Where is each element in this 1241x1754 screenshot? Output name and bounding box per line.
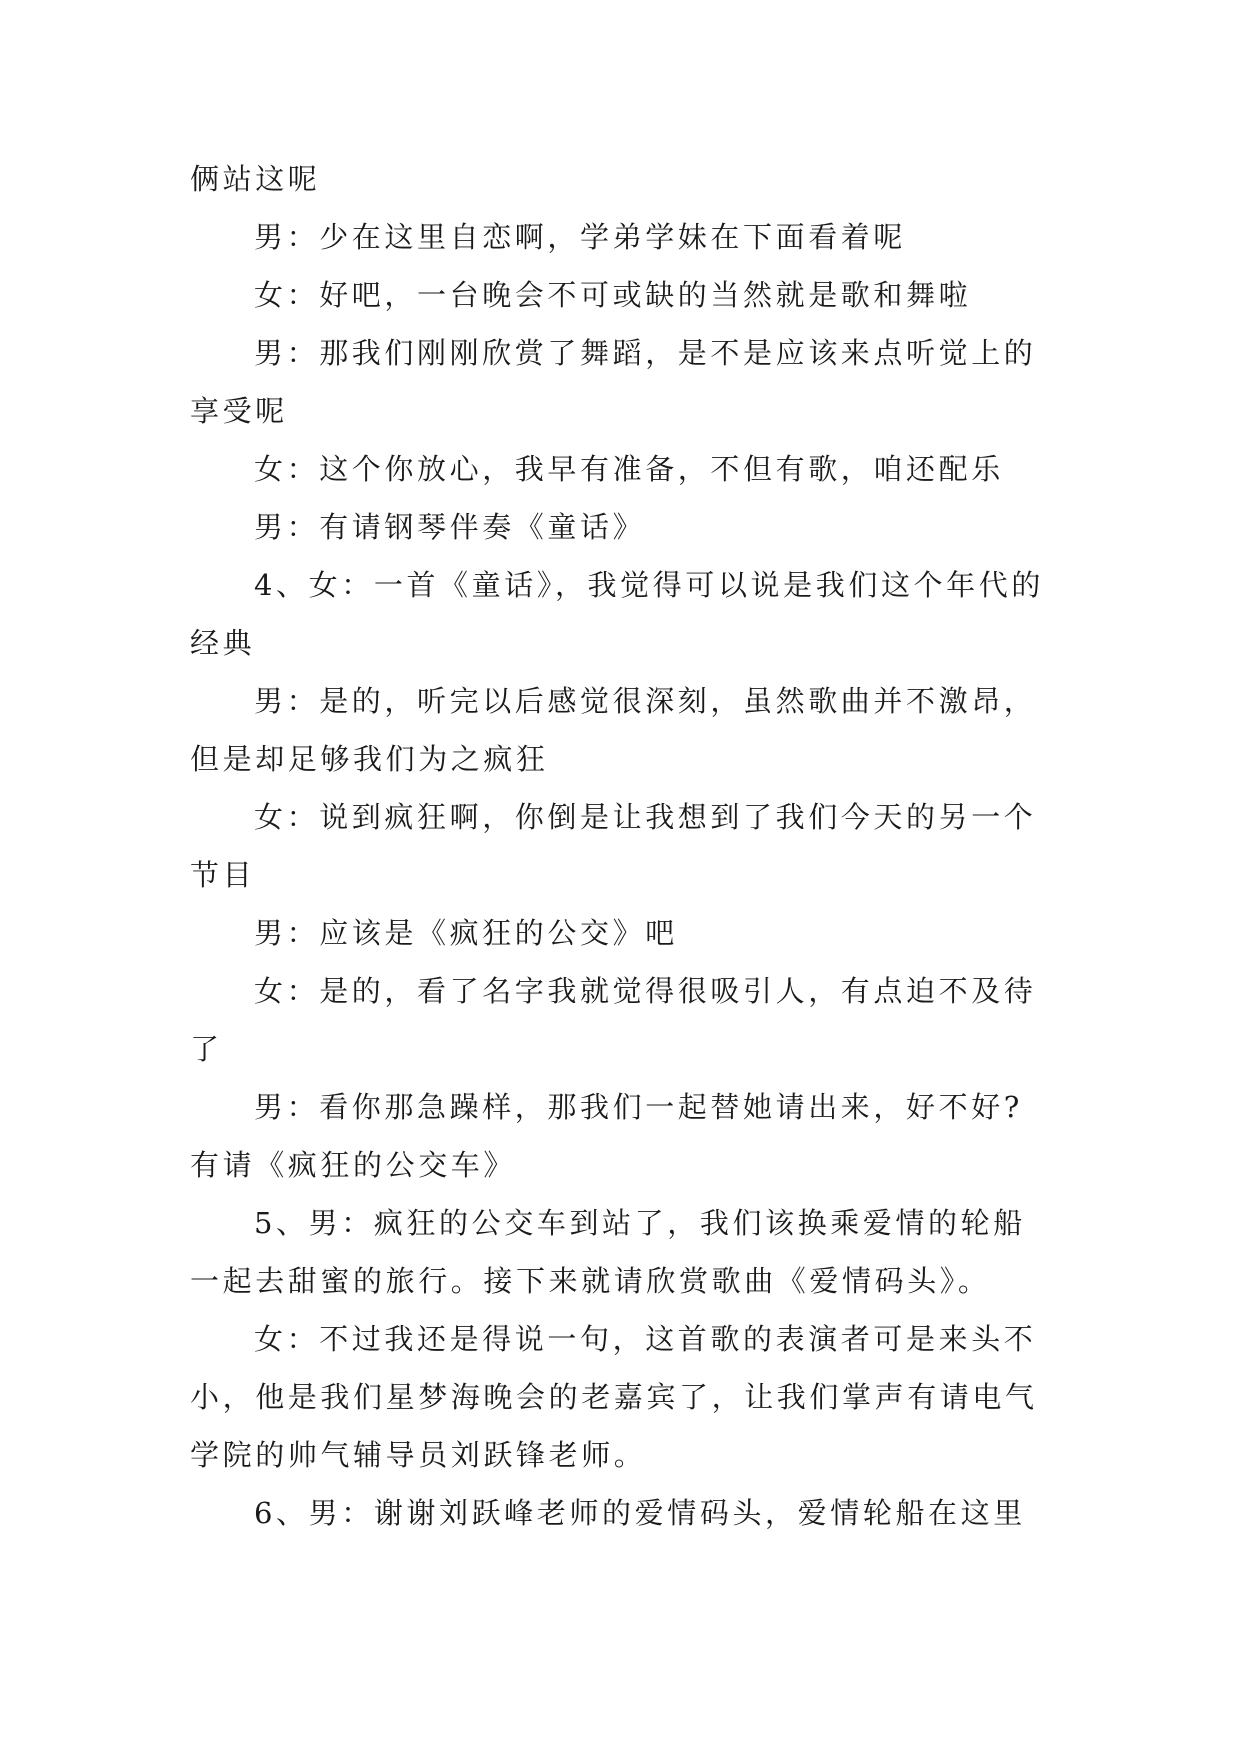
- paragraph: 男：看你那急躁样，那我们一起替她请出来，好不好?有请《疯狂的公交车》: [190, 1090, 1023, 1182]
- document-body: [190, 150, 1052, 1542]
- paragraph: 女：说到疯狂啊，你倒是让我想到了我们今天的另一个节目: [190, 800, 1037, 892]
- paragraph: 男：少在这里自恋啊，学弟学妹在下面看着呢: [254, 220, 907, 254]
- paragraph: 男：有请钢琴伴奏《童话》: [254, 510, 646, 544]
- paragraph: 4、女：一首《童话》，我觉得可以说是我们这个年代的经典: [190, 568, 1044, 660]
- paragraph: 6、男：谢谢刘跃峰老师的爱情码头，爱情轮船在这里: [254, 1496, 1026, 1530]
- paragraph: 女：是的，看了名字我就觉得很吸引人，有点迫不及待了: [190, 974, 1037, 1066]
- paragraph-continuation: 俩站这呢: [190, 162, 321, 196]
- paragraph: 女：这个你放心，我早有准备，不但有歌，咱还配乐: [254, 452, 1004, 486]
- paragraph: 男：应该是《疯狂的公交》吧: [254, 916, 678, 950]
- paragraph: 5、男：疯狂的公交车到站了，我们该换乘爱情的轮船一起去甜蜜的旅行。接下来就请欣赏歌曲《爱情码头》。: [190, 1206, 1026, 1298]
- paragraph: 女：好吧，一台晚会不可或缺的当然就是歌和舞啦: [254, 278, 972, 312]
- paragraph: 男：是的，听完以后感觉很深刻，虽然歌曲并不激昂，但是却足够我们为之疯狂: [190, 684, 1037, 776]
- paragraph: 男：那我们刚刚欣赏了舞蹈，是不是应该来点听觉上的享受呢: [190, 336, 1037, 428]
- paragraph: 女：不过我还是得说一句，这首歌的表演者可是来头不小，他是我们星梦海晚会的老嘉宾了，让我们掌声有请电气学院的帅气辅导员刘跃锋老师。: [190, 1322, 1038, 1472]
